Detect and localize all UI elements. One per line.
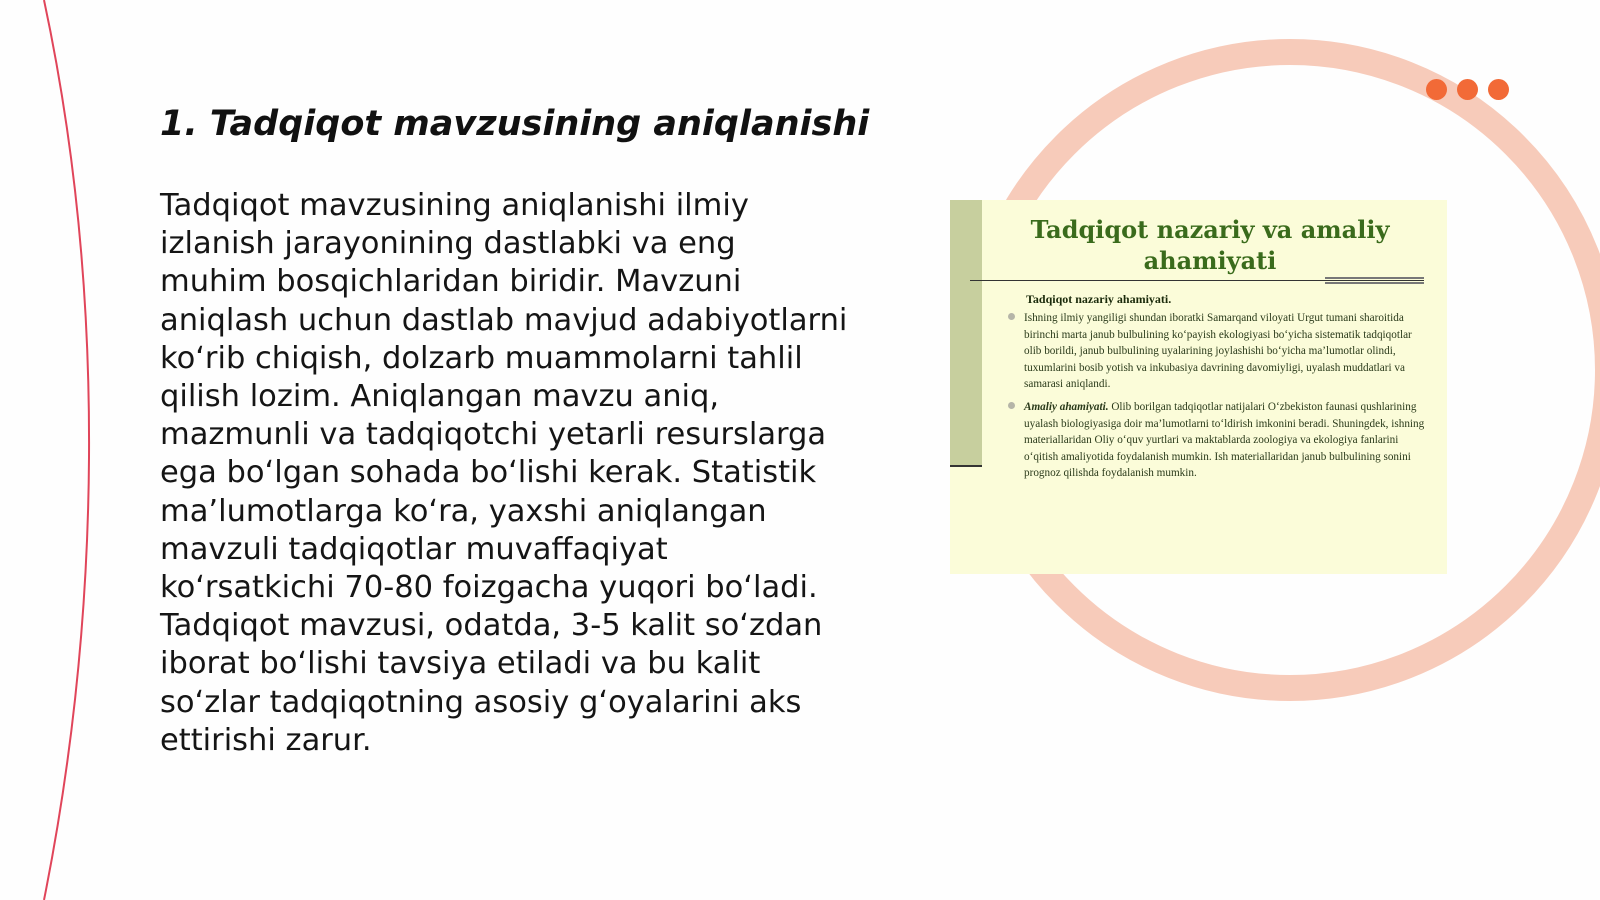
slide-title: 1. Tadqiqot mavzusining aniqlanishi [160, 104, 870, 144]
decorative-dots [1426, 79, 1509, 100]
dot-icon [1457, 79, 1478, 100]
card-bullet-text: Olib borilgan tadqiqotlar natijalari O‘zbekiston faunasi qushlarining uyalash biologiyasiga doir ma’lumotlarni to‘ldirish imkonini beradi. Shuningdek, ishning materiallaridan Oliy o‘quv yurtlari va maktablarda zoologiya va ekologiya fanlarini o‘qitish amaliyotida foydalanish mumkin. Ish materiallaridan janub bulbulining sonini prognoz qilishda foydalanish mumkin. [1024, 400, 1425, 480]
card-side-bar-cap [950, 465, 982, 467]
card-subheading: Tadqiqot nazariy ahamiyati. [1026, 292, 1172, 306]
card-bullet-item [1006, 399, 1430, 482]
card-divider-accent [1325, 277, 1424, 284]
card-bullet-item [1006, 310, 1430, 393]
dot-icon [1488, 79, 1509, 100]
slide-body-text: Tadqiqot mavzusining aniqlanishi ilmiy izlanish jarayonining dastlabki va eng muhim bosqichlaridan biridir. Mavzuni aniqlash uchun dastlab mavjud adabiyotlarni ko‘rib chiqish, dolzarb muammolarni tahlil qilish lozim. Aniqlangan mavzu aniq, mazmunli va tadqiqotchi yetarli resurslarga ega bo‘lgan sohada bo‘lishi kerak. Statistik ma’lumotlarga ko‘ra, yaxshi aniqlangan mavzuli tadqiqotlar muvaffaqiyat ko‘rsatkichi 70-80 foizgacha yuqori bo‘ladi. Tadqiqot mavzusi, odatda, 3-5 kalit so‘zdan iborat bo‘lishi tavsiya etiladi va bu kalit so‘zlar tadqiqotning asosiy g‘oyalarini aks ettirishi zarur. [160, 188, 848, 758]
bullet-dot-icon [1008, 402, 1015, 409]
card-bullet-text: Ishning ilmiy yangiligi shundan iboratki Samarqand viloyati Urgut tumani sharoitida birinchi marta janub bulbulining ko‘payish ekologiyasi bo‘yicha sistematik tadqiqotlar olib borildi, janub bulbulining uyalarining joylashishi bo‘yicha ma’lumotlar olindi, tuxumlarini bosib yotish va inkubasiya davrining davomiyligi, uyalash muddatlari va samarasi aniqlandi. [1024, 312, 1412, 391]
left-decorative-curve [44, 0, 89, 900]
card-side-bar [950, 200, 982, 465]
bullet-dot-icon [1008, 313, 1015, 320]
embedded-image-card [950, 200, 1447, 574]
card-bullet-list [1006, 310, 1430, 488]
dot-icon [1426, 79, 1447, 100]
card-bullet-lead: Amaliy ahamiyati. [1024, 400, 1109, 413]
card-title: Tadqiqot nazariy va amaliy ahamiyati [1030, 215, 1390, 275]
